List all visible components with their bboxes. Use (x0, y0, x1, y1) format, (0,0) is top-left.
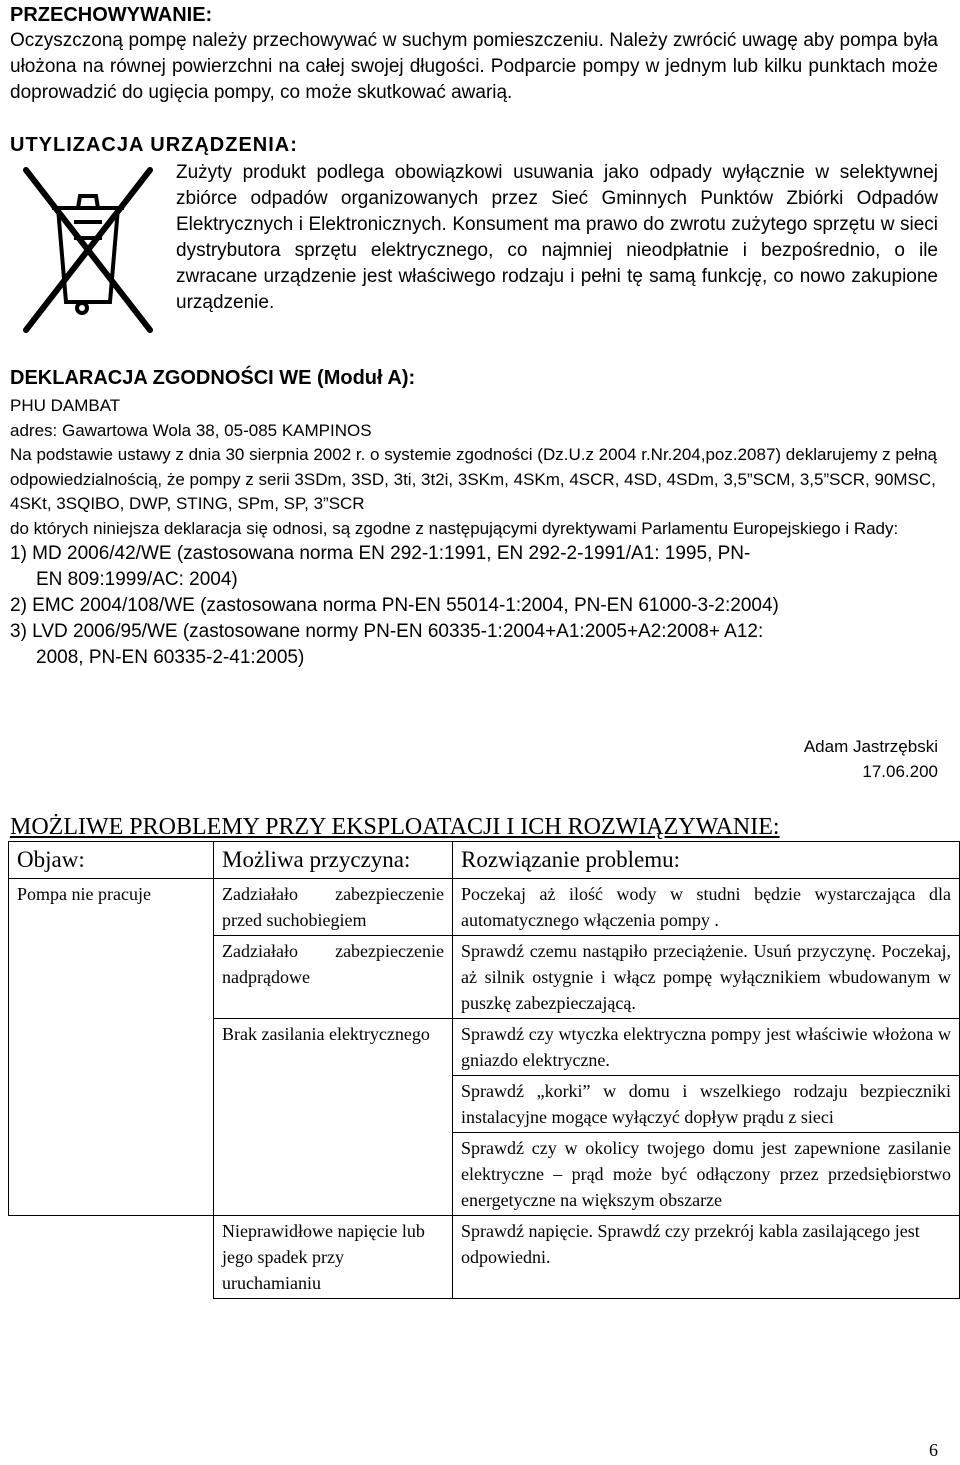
directive-item (10, 593, 940, 619)
header-solution: Rozwiązanie problemu: (453, 842, 960, 879)
header-symptom: Objaw: (9, 842, 214, 879)
company-address: adres: Gawartowa Wola 38, 05-085 KAMPINOS (10, 420, 372, 440)
directive-line: 1) MD 2006/42/WE (zastosowana norma EN 292-1:1991, EN 292-2-1991/A1: 1995, PN- (10, 543, 751, 564)
declaration-section (10, 364, 940, 671)
crossed-out-wheelie-bin-icon (18, 162, 158, 338)
cause-cell: Nieprawidłowe napięcie lub jego spadek przy uruchamianiu (214, 1216, 453, 1299)
solution-cell: Poczekaj aż ilość wody w studni będzie wystarczająca dla automatycznego włączenia pompy . (453, 879, 960, 936)
table-row (9, 879, 960, 936)
signatory-name: Adam Jastrzębski (803, 737, 938, 756)
declaration-heading: DEKLARACJA ZGODNOŚCI WE (Moduł A): (10, 367, 416, 389)
solution-cell: Sprawdź czemu nastąpiło przeciążenie. Usuń przyczynę. Poczekaj, aż silnik ostygnie i włącz pompę wyłącznikiem wbudowanym w puszkę zabezpieczającą. (453, 936, 960, 1019)
troubleshooting-table (8, 841, 960, 1299)
storage-section (10, 2, 938, 106)
declaration-intro: do których niniejsza deklaracja się odnosi, są zgodne z następującymi dyrektywami Parlamentu Europejskiego i Rady: (10, 518, 899, 538)
cause-cell: Zadziałało zabezpieczenie przed suchobiegiem (214, 879, 453, 936)
directive-line-cont: EN 809:1999/AC: 2004) (36, 569, 238, 590)
company-name: PHU DAMBAT (10, 396, 121, 415)
troubleshooting-heading: MOŻLIWE PROBLEMY PRZY EKSPLOATACJI I ICH ROZWIĄZYWANIE: (10, 814, 780, 840)
disposal-section (10, 132, 938, 338)
directive-item (10, 541, 940, 593)
header-cause: Możliwa przyczyna: (214, 842, 453, 879)
directive-item (10, 619, 940, 671)
signature-date: 17.06.200 (862, 762, 938, 781)
table-row (9, 1216, 960, 1299)
declaration-body: Na podstawie ustawy z dnia 30 sierpnia 2002 r. o systemie zgodności (Dz.U.z 2004 r.Nr.204,poz.2087) deklarujemy z pełną odpowiedzialnością, że pompy z serii 3SDm, 3SD, 3ti, 3t2i, 3SKm, 4SKm, 4SCR, 4SD, 4SDm, 3,5”SCM, 3,5”SCR, 90MSC, 4SKt, 3SQIBO, DWP, STING, SPm, SP, 3”SCR (10, 445, 937, 513)
table-header-row (9, 842, 960, 879)
disposal-text: Zużyty produkt podlega obowiązkowi usuwania jako odpady wyłącznie w selektywnej zbiórce odpadów organizowanych przez Sieć Gminnych Punktów Zbiórki Odpadów Elektrycznych i Elektronicznych. Konsument ma prawo do zwrotu zużytego sprzętu w sieci dystrybutora sprzętu elektrycznego, co najmniej nieodpłatnie i bezpośrednio, o ile zwracane urządzenie jest właściwego rodzaju i pełni tę samą funkcję, co nowo zakupione urządzenie. (176, 162, 938, 313)
solution-cell: Sprawdź czy w okolicy twojego domu jest zapewnione zasilanie elektryczne – prąd może być odłączony przez przedsiębiorstwo energetyczne na większym obszarze (453, 1133, 960, 1216)
directive-line: 3) LVD 2006/95/WE (zastosowane normy PN-EN 60335-1:2004+A1:2005+A2:2008+ A12: (10, 621, 764, 642)
signature-block (804, 734, 938, 784)
cause-cell: Brak zasilania elektrycznego (214, 1019, 453, 1216)
cause-cell: Zadziałało zabezpieczenie nadprądowe (214, 936, 453, 1019)
solution-cell: Sprawdź czy wtyczka elektryczna pompy jest właściwie włożona w gniazdo elektryczne. (453, 1019, 960, 1076)
page-number: 6 (929, 1440, 938, 1460)
empty-symptom-cell (9, 1216, 214, 1299)
storage-text: Oczyszczoną pompę należy przechowywać w suchym pomieszczeniu. Należy zwrócić uwagę aby pompa była ułożona na równej powierzchni na całej swojej długości. Podparcie pompy w jednym lub kilku punktach może doprowadzić do ugięcia pompy, co może skutkować awarią. (10, 30, 938, 103)
symptom-cell: Pompa nie pracuje (9, 879, 214, 1216)
storage-heading: PRZECHOWYWANIE: (10, 4, 213, 26)
solution-cell: Sprawdź napięcie. Sprawdź czy przekrój kabla zasilającego jest odpowiedni. (453, 1216, 960, 1299)
solution-cell: Sprawdź „korki” w domu i wszelkiego rodzaju bezpieczniki instalacyjne mogące wyłączyć dopływ prądu z sieci (453, 1076, 960, 1133)
directive-line: 2) EMC 2004/108/WE (zastosowana norma PN-EN 55014-1:2004, PN-EN 61000-3-2:2004) (10, 595, 779, 616)
directive-line-cont: 2008, PN-EN 60335-2-41:2005) (36, 647, 305, 668)
disposal-heading: UTYLIZACJA URZĄDZENIA: (10, 134, 298, 156)
